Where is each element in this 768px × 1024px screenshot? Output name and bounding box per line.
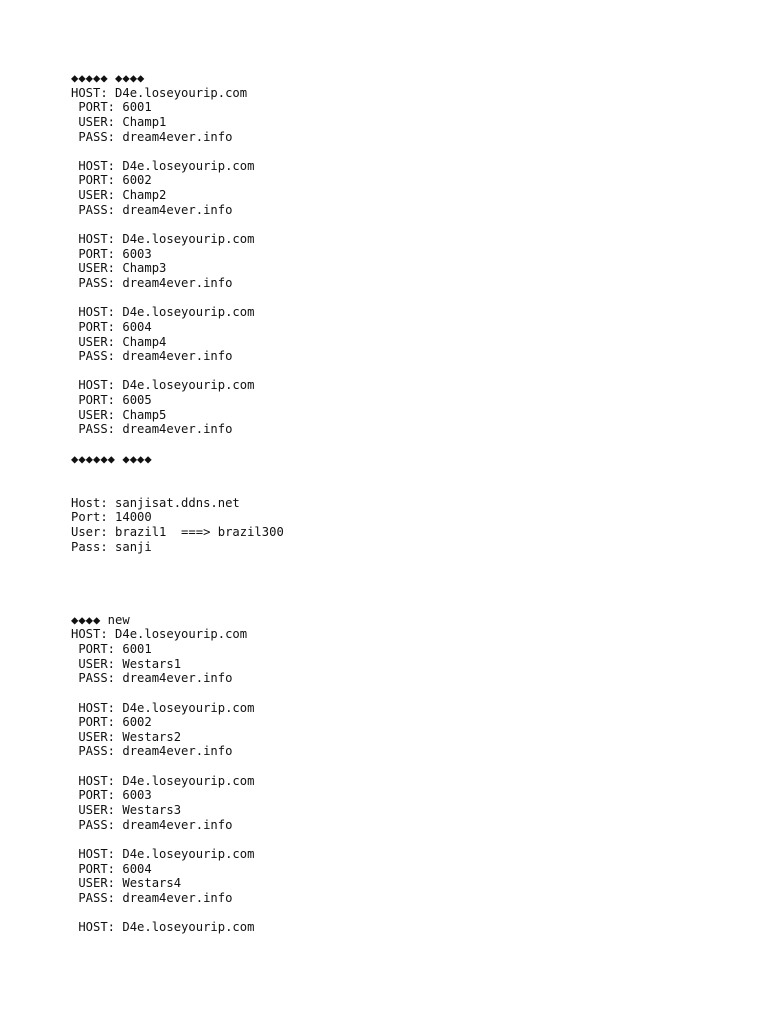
blank-line xyxy=(71,569,284,584)
text-line: ◆◆◆◆ new xyxy=(71,612,130,627)
text-line: USER: Westars3 xyxy=(71,803,182,818)
text-line: PASS: dream4ever.info xyxy=(71,275,233,290)
text-line: PASS: dream4ever.info xyxy=(71,202,233,217)
text-line: HOST: D4e.loseyourip.com xyxy=(71,158,255,173)
text-line: Port: 14000 xyxy=(71,510,152,525)
blank-line xyxy=(71,217,284,232)
text-line: PASS: dream4ever.info xyxy=(71,890,233,905)
text-line: USER: Westars4 xyxy=(71,876,182,891)
text-line: HOST: D4e.loseyourip.com xyxy=(71,773,255,788)
text-line: PORT: 6004 xyxy=(71,861,152,876)
blank-line xyxy=(71,437,284,452)
text-line: PASS: dream4ever.info xyxy=(71,744,233,759)
text-line: HOST: D4e.loseyourip.com xyxy=(71,305,255,320)
text-line: PORT: 6002 xyxy=(71,715,152,730)
text-line: PORT: 6001 xyxy=(71,100,152,115)
text-line: Pass: sanji xyxy=(71,539,152,554)
text-line: User: brazil1 ===> brazil300 xyxy=(71,524,284,539)
text-line: PASS: dream4ever.info xyxy=(71,671,233,686)
blank-line xyxy=(71,583,284,598)
blank-line xyxy=(71,291,284,306)
text-line: HOST: D4e.loseyourip.com xyxy=(71,700,255,715)
blank-line xyxy=(71,364,284,379)
text-line: PORT: 6005 xyxy=(71,393,152,408)
blank-line xyxy=(71,686,284,701)
text-line: PASS: dream4ever.info xyxy=(71,349,233,364)
text-line: HOST: D4e.loseyourip.com xyxy=(71,378,255,393)
blank-line xyxy=(71,554,284,569)
text-line: USER: Westars1 xyxy=(71,656,182,671)
text-line: PORT: 6001 xyxy=(71,641,152,656)
text-line: PASS: dream4ever.info xyxy=(71,817,233,832)
blank-line xyxy=(71,481,284,496)
text-line: PORT: 6003 xyxy=(71,788,152,803)
text-line: HOST: D4e.loseyourip.com xyxy=(71,627,248,642)
text-line: HOST: D4e.loseyourip.com xyxy=(71,920,255,935)
text-line: Host: sanjisat.ddns.net xyxy=(71,495,240,510)
text-line: USER: Champ2 xyxy=(71,188,167,203)
text-line: PORT: 6004 xyxy=(71,319,152,334)
text-line: PORT: 6002 xyxy=(71,173,152,188)
blank-line xyxy=(71,466,284,481)
document-text xyxy=(71,71,284,935)
text-line: ◆◆◆◆◆ ◆◆◆◆ xyxy=(71,71,145,85)
text-line: HOST: D4e.loseyourip.com xyxy=(71,85,248,100)
blank-line xyxy=(71,144,284,159)
text-line: USER: Champ1 xyxy=(71,114,167,129)
blank-line xyxy=(71,832,284,847)
text-line: ◆◆◆◆◆◆ ◆◆◆◆ xyxy=(71,451,152,466)
blank-line xyxy=(71,759,284,774)
text-line: USER: Champ5 xyxy=(71,407,167,422)
text-line: USER: Champ3 xyxy=(71,261,167,276)
text-line: HOST: D4e.loseyourip.com xyxy=(71,846,255,861)
text-line: PORT: 6003 xyxy=(71,246,152,261)
text-line: HOST: D4e.loseyourip.com xyxy=(71,232,255,247)
text-line: PASS: dream4ever.info xyxy=(71,422,233,437)
blank-line xyxy=(71,598,284,613)
text-line: PASS: dream4ever.info xyxy=(71,129,233,144)
text-line: USER: Champ4 xyxy=(71,334,167,349)
text-line: USER: Westars2 xyxy=(71,729,182,744)
blank-line xyxy=(71,906,284,921)
